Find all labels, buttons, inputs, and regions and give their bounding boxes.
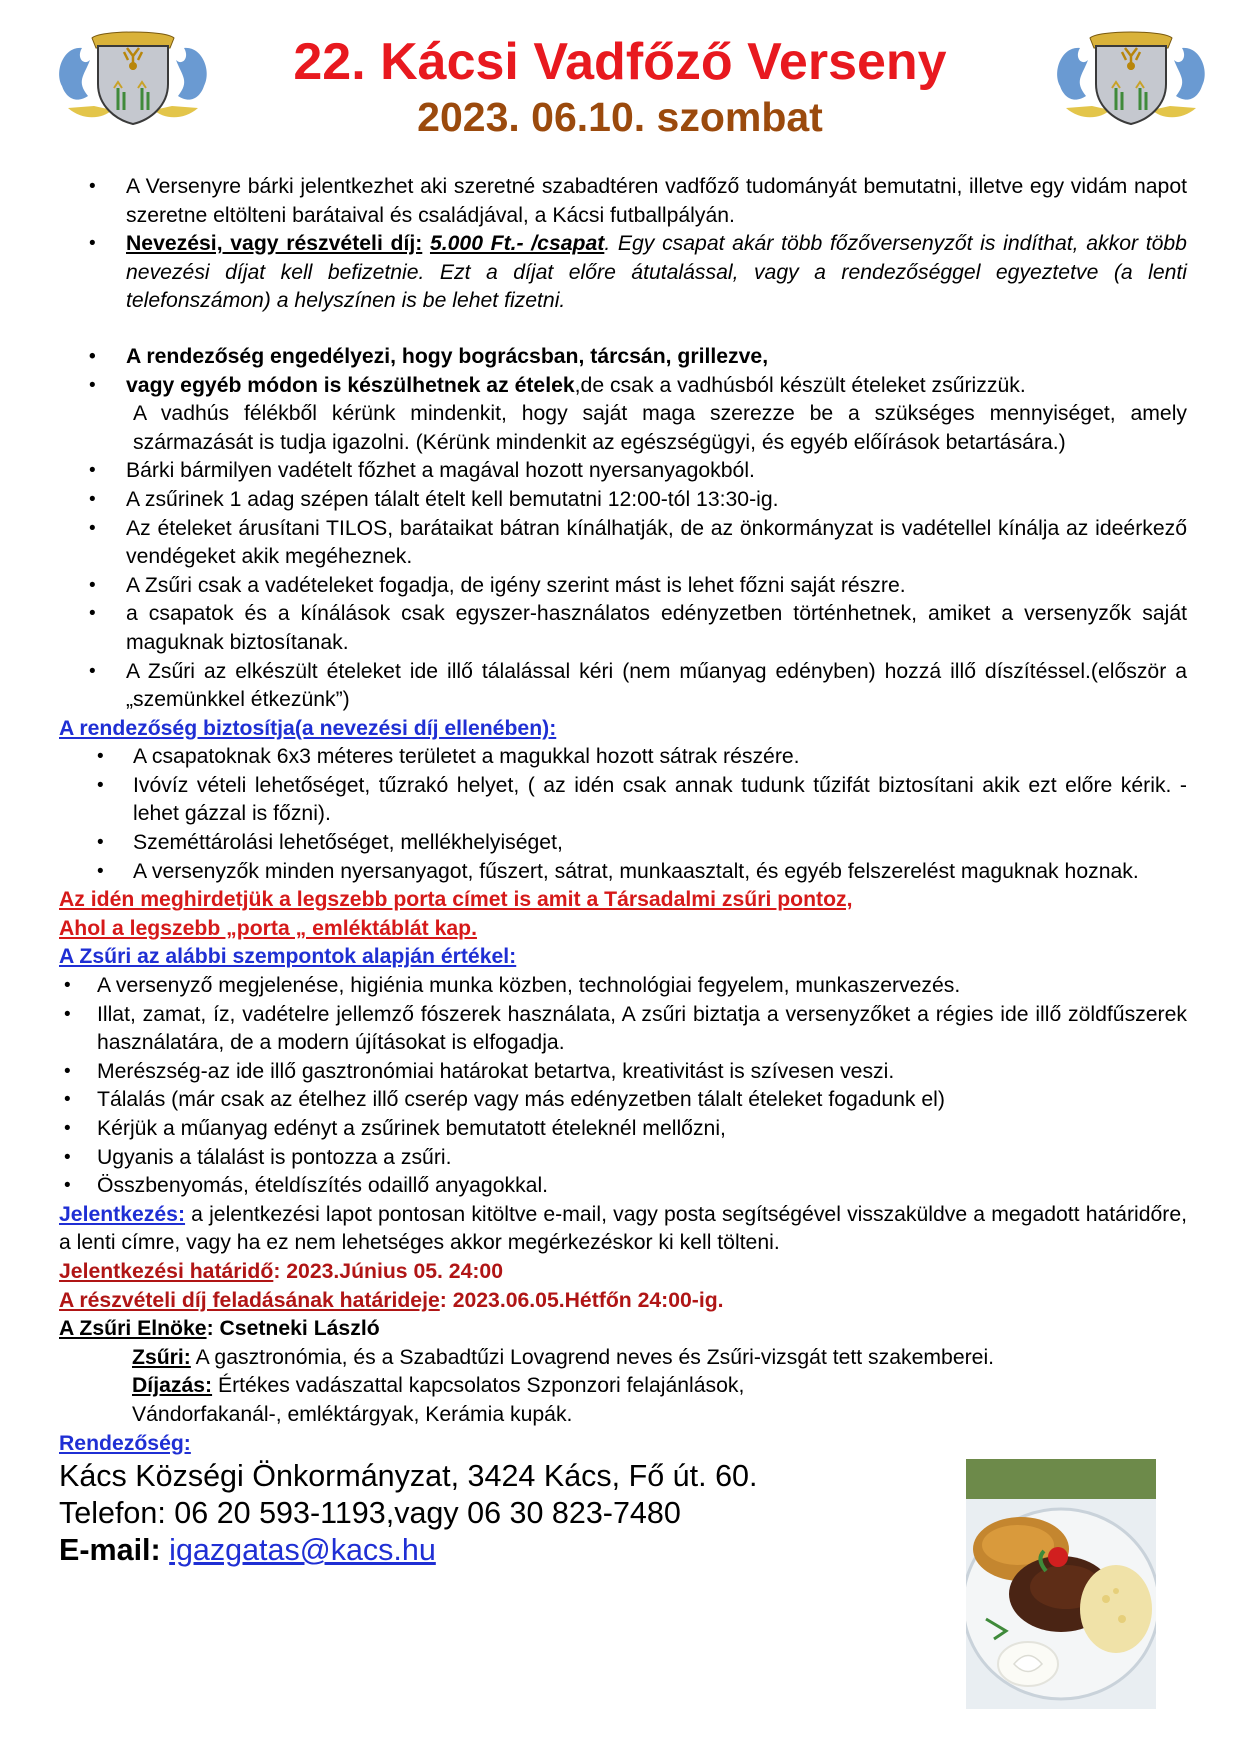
jury-line — [59, 1344, 1187, 1373]
list-item: • Összbenyomás, ételdíszítés odaillő anyagokkal. — [59, 1172, 1187, 1201]
document-body — [59, 173, 1187, 1569]
porta-announcement: Az idén meghirdetjük a legszebb porta címet is amit a Társadalmi zsűri pontoz, — [59, 888, 853, 912]
jury-text: A gasztronómia, és a Szabadtűzi Lovagrend neves és Zsűri-vizsgát tett szakemberei. — [190, 1345, 995, 1369]
fee-value: 5.000 Ft.- /csapat — [429, 232, 605, 256]
deadline-label: Jelentkezési határidő — [59, 1259, 274, 1283]
event-date: 2023. 06.10. szombat — [417, 94, 823, 140]
jury-president — [59, 1315, 1187, 1344]
list-item: • A Versenyre bárki jelentkezhet aki szeretné szabadtéren vadfőző tudományát bemutatni, illetve egy vidám napot szeretne eltölteni barátaival és családjával, a Kácsi futballpályán. — [59, 173, 1187, 230]
prize-line — [59, 1372, 1187, 1401]
organizer-heading: Rendezőség: — [59, 1431, 191, 1455]
fee-label: Nevezési, vagy részvételi díj: — [126, 232, 423, 256]
deadline-value: : 2023.Június 05. 24:00 — [273, 1259, 503, 1283]
list-item: • Az ételeket árusítani TILOS, barátaikat bátran kínálhatják, de az önkormányzat is vadétellel kínálja az ideérkező vendégeket akik megéheznek. — [59, 515, 1187, 572]
fee-deadline — [59, 1287, 1187, 1316]
list-item — [59, 230, 1187, 316]
president-name: : Csetneki László — [206, 1317, 380, 1341]
email-label: E-mail: — [59, 1533, 161, 1568]
criteria-list — [59, 972, 1187, 1201]
list-item: • Szeméttárolási lehetőséget, mellékhelyiséget, — [59, 829, 1187, 858]
prize-text: Értékes vadászattal kapcsolatos Szponzori felajánlások, — [212, 1374, 745, 1398]
provides-heading: A rendezőség biztosítja(a nevezési díj ellenében): — [59, 716, 557, 740]
prize-line-2: Vándorfakanál-, emléktárgyak, Kerámia kupák. — [132, 1402, 573, 1426]
rule-bold: vagy egyéb módon is készülhetnek az ételek — [126, 373, 575, 397]
event-title: 22. Kácsi Vadfőző Verseny — [293, 33, 947, 91]
list-item: • Ivóvíz vételi lehetőséget, tűzrakó helyet, ( az idén csak annak tudunk tűzifát biztosítani akik ezt előre kérik. - lehet gázzal is főzni). — [59, 772, 1187, 829]
list-item: • A versenyzők minden nyersanyagot, fűszert, sátrat, munkaasztalt, és egyéb felszerelést maguknak hoznak. — [59, 858, 1187, 887]
intro-list — [59, 173, 1187, 316]
registration-paragraph — [59, 1201, 1187, 1258]
spacer — [59, 316, 1187, 343]
list-item: • Bárki bármilyen vadételt főzhet a magával hozott nyersanyagokból. — [59, 457, 1187, 486]
provides-list — [59, 743, 1187, 886]
rules-list-2 — [59, 457, 1187, 714]
jury-label: Zsűri: — [132, 1345, 191, 1369]
registration-label: Jelentkezés: — [59, 1202, 186, 1226]
list-item — [59, 372, 1187, 401]
organizer-phone: Telefon: 06 20 593-1193,vagy 06 30 823-7480 — [59, 1496, 681, 1531]
list-item: • Merészség-az ide illő gasztronómiai határokat betartva, kreativitást is szívesen veszi. — [59, 1058, 1187, 1087]
criteria-heading: A Zsűri az alábbi szempontok alapján értékel: — [59, 945, 517, 969]
list-item: • A versenyző megjelenése, higiénia munka közben, technológiai fegyelem, munkaszervezés. — [59, 972, 1187, 1001]
rules-list — [59, 343, 1187, 400]
list-item: • A csapatoknak 6x3 méteres területet a magukkal hozott sátrak részére. — [59, 743, 1187, 772]
list-item: • A rendezőség engedélyezi, hogy bográcsban, tárcsán, grillezve, — [59, 343, 1187, 372]
fee-note: . Egy csapat akár több főzőversenyzőt is indíthat, akkor több nevezési díjat kell befizetnie. Ezt a díjat előre átutalással, vagy a rendezőséggel egyeztetve (a lenti telefonszámon) a helyszínen is be lehet fizetni. — [126, 232, 1187, 313]
president-label: A Zsűri Elnöke — [59, 1317, 207, 1341]
list-item: • Illat, zamat, íz, vadételre jellemző fószerek használata, A zsűri biztatja a versenyzőket a régies ide illő zöldfűszerek használatára, de a modern újításokat is elfogadja. — [59, 1001, 1187, 1058]
list-item: • Ugyanis a tálalást is pontozza a zsűri. — [59, 1144, 1187, 1173]
food-photo-image — [966, 1459, 1156, 1709]
porta-award: Ahol a legszebb „porta „ emléktáblát kap. — [59, 916, 477, 940]
list-item: • a csapatok és a kínálások csak egyszer-használatos edényzetben történhetnek, amiket a versenyzők saját maguknak biztosítanak. — [59, 600, 1187, 657]
rules-note: A vadhús félékből kérünk mindenkit, hogy saját maga szerezze be a szükséges mennyiséget, amely származását is tudja igazolni. (Kérünk mindenkit az egészségügyi, és egyéb előírások betartására.) — [133, 402, 1187, 454]
list-item: • A Zsűri csak a vadételeket fogadja, de igény szerint mást is lehet főzni saját részre. — [59, 572, 1187, 601]
registration-text: a jelentkezési lapot pontosan kitöltve e-mail, vagy posta segítségével visszaküldve a megadott határidőre, a lenti címre, vagy ha ez nem lehetséges akkor megérkezéskor ki kell tölteni. — [59, 1202, 1187, 1255]
list-item: • A zsűrinek 1 adag szépen tálalt ételt kell bemutatni 12:00-tól 13:30-ig. — [59, 486, 1187, 515]
rule-rest: ,de csak a vadhúsból készült ételeket zsűrizzük. — [574, 373, 1026, 397]
prize-label: Díjazás: — [132, 1374, 213, 1398]
list-item: • Tálalás (már csak az ételhez illő cserép vagy más edényzetben tálalt ételeket fogadunk el) — [59, 1086, 1187, 1115]
list-item: • Kérjük a műanyag edényt a zsűrinek bemutatott ételeknél mellőzni, — [59, 1115, 1187, 1144]
registration-deadline — [59, 1258, 1187, 1287]
fee-deadline-label: A részvételi díj feladásának határideje — [59, 1288, 440, 1312]
fee-deadline-value: : 2023.06.05.Hétfőn 24:00-ig. — [439, 1288, 724, 1312]
organizer-address: Kács Községi Önkormányzat, 3424 Kács, Fő út. 60. — [59, 1459, 758, 1494]
list-item: • A Zsűri az elkészült ételeket ide illő tálalással kéri (nem műanyag edényben) hozzá illő díszítéssel.(először a „szemünkkel étkezünk”) — [59, 658, 1187, 715]
email-link[interactable]: igazgatas@kacs.hu — [169, 1533, 436, 1568]
